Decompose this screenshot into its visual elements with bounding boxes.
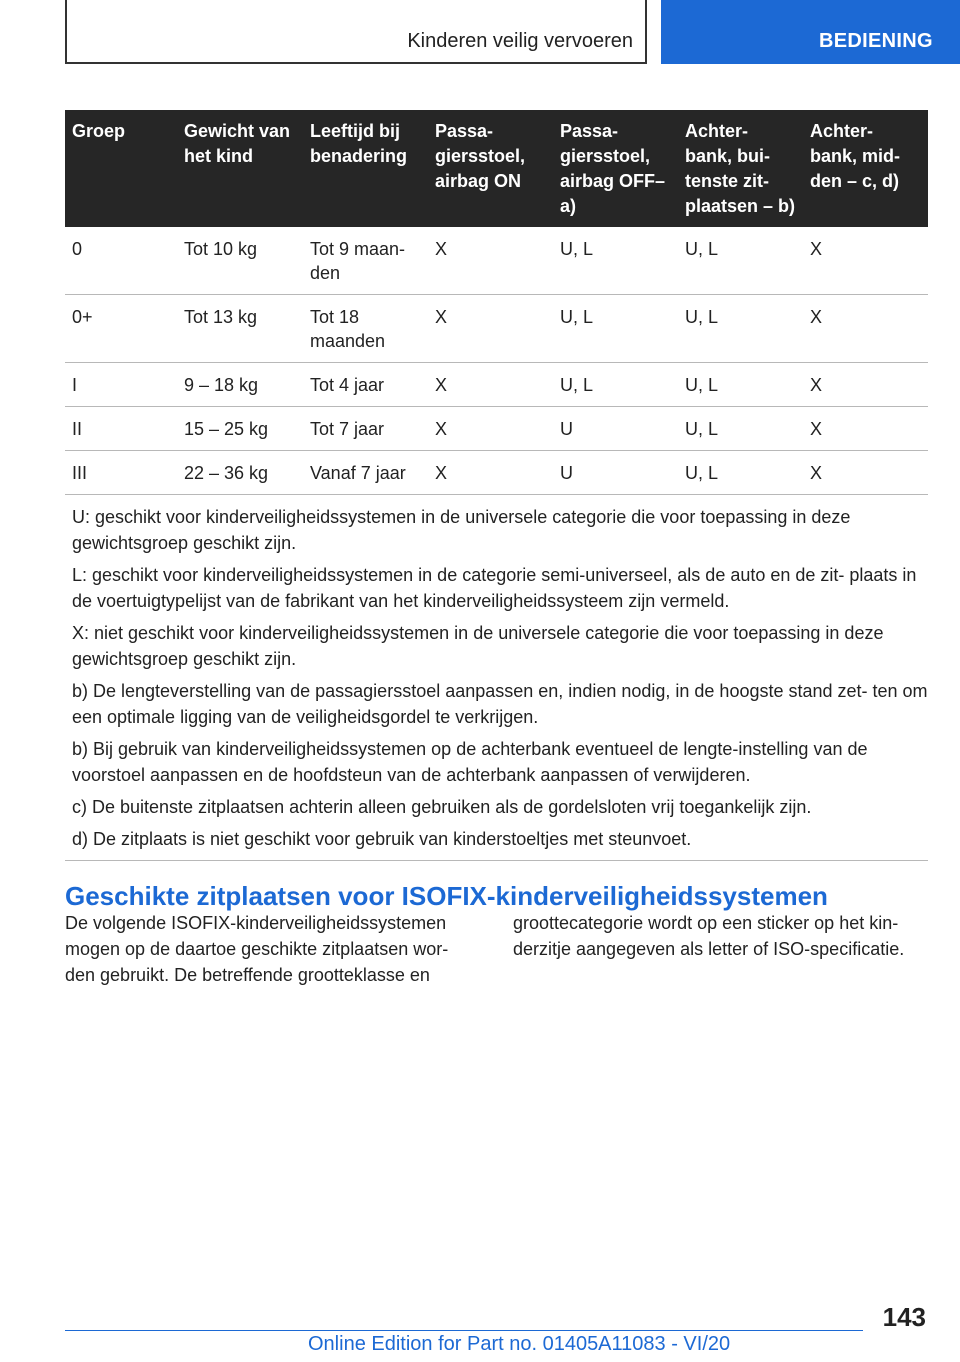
chapter-header: [65, 0, 647, 64]
table-row: [65, 407, 928, 451]
table-cell: X: [428, 407, 553, 451]
table-row: [65, 295, 928, 363]
table-cell: U, L: [553, 227, 678, 295]
header-group: Groep: [65, 110, 177, 227]
section-label: BEDIENING: [819, 30, 933, 52]
note-x: X: niet geschikt voor kinderveiligheidssystemen in de universele categorie die voor toepassing in deze gewichtsgroep geschikt zijn.: [72, 623, 884, 669]
table-cell: U: [553, 451, 678, 495]
table-cell: U, L: [553, 295, 678, 363]
table-cell: X: [803, 451, 928, 495]
table-cell: X: [428, 363, 553, 407]
header-passenger-airbag-off: Passa- giersstoel, airbag OFF– a): [553, 110, 678, 227]
table-cell: X: [428, 295, 553, 363]
header-weight: Gewicht van het kind: [177, 110, 303, 227]
table-cell: U, L: [678, 451, 803, 495]
note-u: U: geschikt voor kinderveiligheidssystemen in de universele categorie die voor toepassing in deze gewichtsgroep geschikt zijn.: [72, 507, 851, 553]
table-cell: U, L: [678, 363, 803, 407]
table-header-row: [65, 110, 928, 227]
header-passenger-airbag-on: Passa- giersstoel, airbag ON: [428, 110, 553, 227]
header-age: Leeftijd bij benadering: [303, 110, 428, 227]
table-cell: 15 – 25 kg: [177, 407, 303, 451]
footer-divider: [65, 1330, 863, 1331]
table-row: [65, 227, 928, 295]
child-seat-table: [65, 110, 928, 495]
chapter-title: Kinderen veilig vervoeren: [407, 30, 633, 52]
page-number: 143: [882, 1302, 926, 1332]
table-cell: I: [65, 363, 177, 407]
body-text-right: groottecategorie wordt op een sticker op het kin- derzitje aangegeven als letter of ISO-specificatie.: [513, 913, 905, 959]
note-d: d) De zitplaats is niet geschikt voor gebruik van kinderstoeltjes met steunvoet.: [72, 829, 692, 849]
table-cell: X: [803, 363, 928, 407]
note-b-rear: b) Bij gebruik van kinderveiligheidssystemen op de achterbank eventueel de lengte-instelling van de voorstoel aanpassen en de hoofdsteun van de achterbank aanpassen of verwijderen.: [72, 739, 868, 785]
section-tab: [661, 0, 960, 64]
table-cell: 22 – 36 kg: [177, 451, 303, 495]
table-cell: U, L: [678, 227, 803, 295]
section-heading: Geschikte zitplaatsen voor ISOFIX-kinderveiligheidssystemen: [65, 881, 828, 911]
note-l: L: geschikt voor kinderveiligheidssystemen in de categorie semi-universeel, als de auto en de zit- plaats in de voertuigtypelijst van de fabrikant van het kinderveiligheidssysteem zijn vermeld.: [72, 565, 917, 611]
body-text-left: De volgende ISOFIX-kinderveiligheidssystemen mogen op de daartoe geschikte zitplaatsen wor- den gebruikt. De betreffende grootteklasse en: [65, 913, 449, 985]
table-cell: U, L: [678, 295, 803, 363]
table-cell: X: [803, 295, 928, 363]
table-cell: U, L: [678, 407, 803, 451]
table-cell: Tot 9 maan- den: [303, 227, 428, 295]
table-row: [65, 451, 928, 495]
table-cell: Tot 18 maanden: [303, 295, 428, 363]
table-cell: Tot 4 jaar: [303, 363, 428, 407]
table-cell: Tot 7 jaar: [303, 407, 428, 451]
table-cell: U: [553, 407, 678, 451]
table-cell: Tot 10 kg: [177, 227, 303, 295]
table-cell: 0: [65, 227, 177, 295]
table-notes: [65, 498, 928, 861]
table-cell: X: [803, 407, 928, 451]
table-cell: Tot 13 kg: [177, 295, 303, 363]
table-cell: 0+: [65, 295, 177, 363]
header-rear-middle: Achter- bank, mid- den – c, d): [803, 110, 928, 227]
table-cell: II: [65, 407, 177, 451]
table-cell: 9 – 18 kg: [177, 363, 303, 407]
table-cell: III: [65, 451, 177, 495]
table-cell: U, L: [553, 363, 678, 407]
table-cell: Vanaf 7 jaar: [303, 451, 428, 495]
header-rear-outer: Achter- bank, bui- tenste zit- plaatsen – b): [678, 110, 803, 227]
note-c: c) De buitenste zitplaatsen achterin alleen gebruiken als de gordelsloten vrij toegankelijk zijn.: [72, 797, 812, 817]
table-cell: X: [803, 227, 928, 295]
table-cell: X: [428, 227, 553, 295]
note-b-passenger: b) De lengteverstelling van de passagiersstoel aanpassen en, indien nodig, in de hoogste stand zet- ten om een optimale ligging van de veiligheidsgordel te verkrijgen.: [72, 681, 928, 727]
edition-footer: Online Edition for Part no. 01405A11083 - VI/20: [308, 1333, 731, 1355]
table-row: [65, 363, 928, 407]
table-cell: X: [428, 451, 553, 495]
